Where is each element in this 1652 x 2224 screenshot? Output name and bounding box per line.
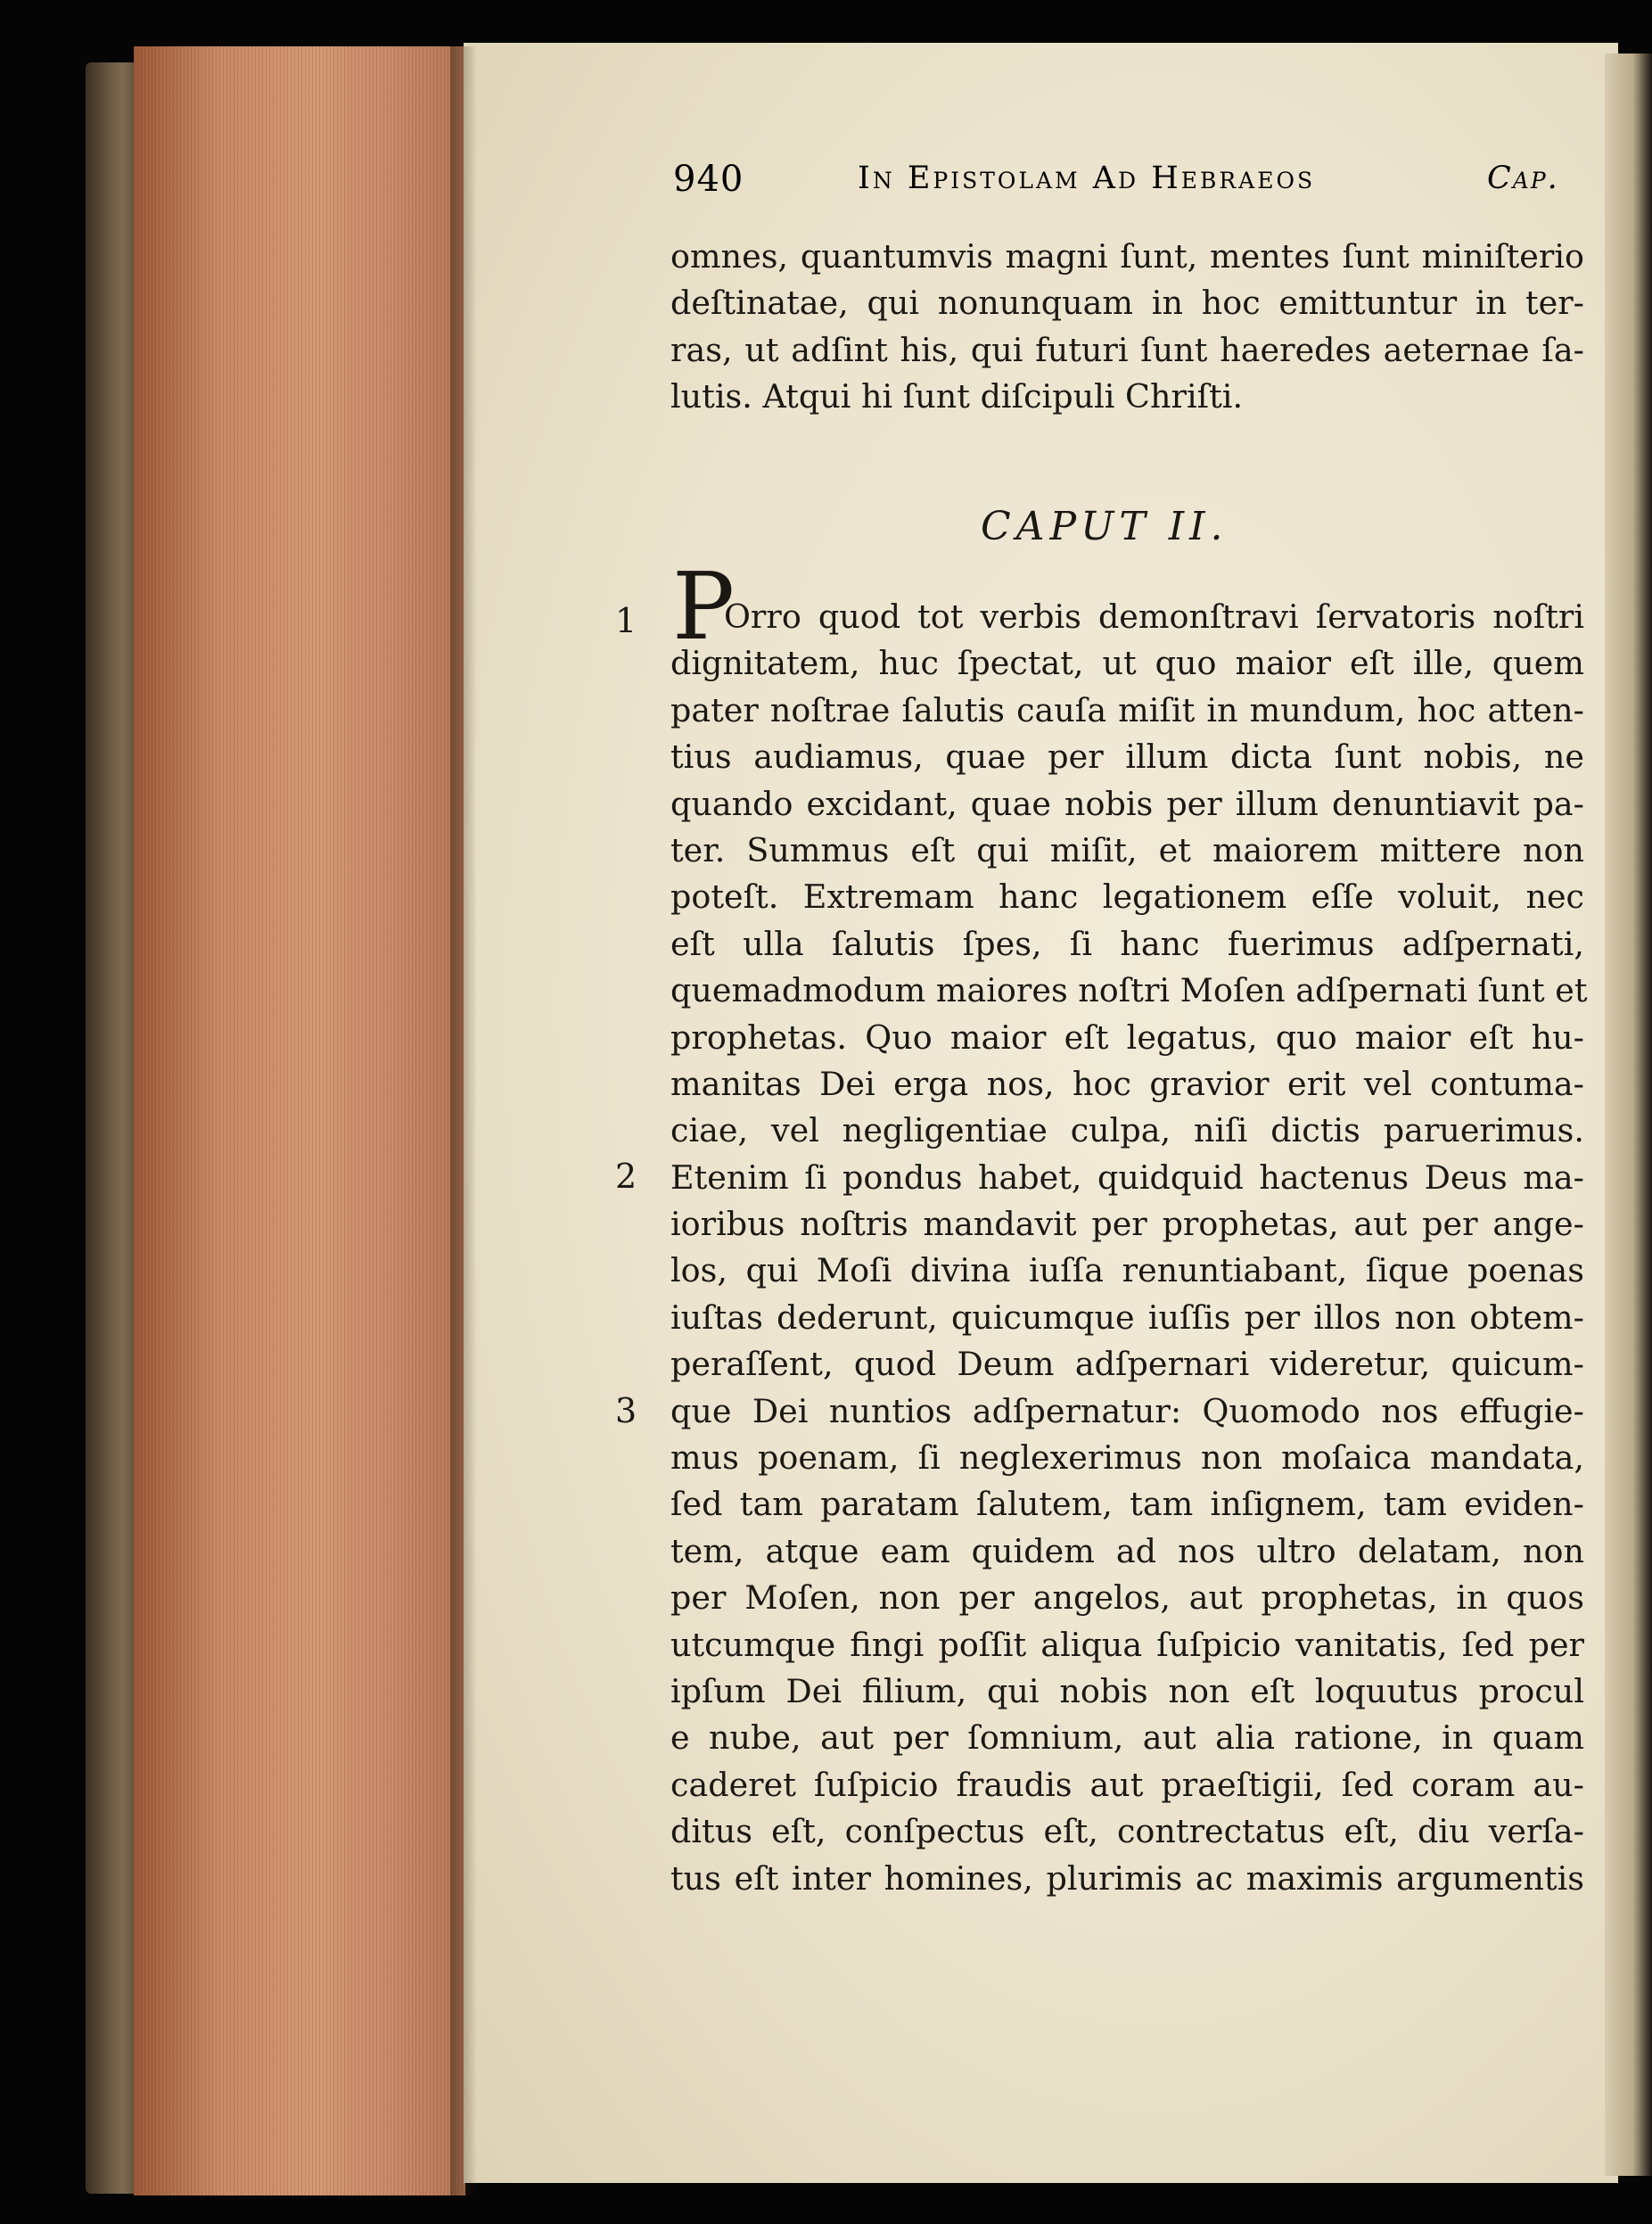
text-line: dignitatem, huc ſpectat, ut quo maior eſt ille, quem	[670, 644, 1584, 683]
text-line: poteſt. Extremam hanc legationem eſſe voluit, nec	[670, 877, 1584, 917]
text-line: ſed tam paratam ſalutem, tam inſignem, tam eviden-	[670, 1485, 1584, 1524]
text-line: iuſtas dederunt, quicumque iuſſis per illos non obtem-	[670, 1297, 1584, 1337]
drop-cap: P	[672, 552, 735, 661]
text-line: tem, atque eam quidem ad nos ultro delatam, non	[670, 1531, 1584, 1570]
text-line: ipſum Dei filium, qui nobis non eſt loquutus procul	[670, 1671, 1584, 1710]
text-line: quemadmodum maiores noſtri Moſen adſpernati ſunt et	[670, 971, 1588, 1010]
text-line: caderet ſuſpicio fraudis aut praeſtigii, ſed coram au-	[670, 1765, 1584, 1804]
text-line: los, qui Moſi divina iuſſa renuntiabant, ſique poenas	[670, 1251, 1584, 1290]
text-line: manitas Dei erga nos, hoc gravior erit vel contuma-	[670, 1064, 1584, 1103]
gutter-shadow	[450, 46, 477, 2195]
text-line: quando excidant, quae nobis per illum denuntiavit pa-	[670, 784, 1584, 823]
text-line: ter. Summus eſt qui miſit, et maiorem mittere non	[670, 830, 1584, 869]
text-line: Orro quod tot verbis demonſtravi ſervatoris noſtri	[724, 597, 1584, 636]
text-line: tus eſt inter homines, plurimis ac maximis argumentis	[670, 1858, 1584, 1898]
verse-number: 1	[615, 601, 637, 640]
text-line: tius audiamus, quae per illum dicta ſunt nobis, ne	[670, 737, 1584, 777]
text-line: Etenim ſi pondus habet, quidquid hactenus Deus ma-	[670, 1157, 1584, 1197]
page-number: 940	[673, 159, 744, 200]
text-line: per Moſen, non per angelos, aut prophetas, in quos	[670, 1578, 1584, 1618]
text-line: que Dei nuntios adſpernatur: Quomodo nos effugie-	[670, 1391, 1584, 1430]
running-title: In Epistolam Ad Hebraeos	[858, 161, 1316, 196]
text-line: lutis. Atqui hi ſunt diſcipuli Chriſti.	[670, 377, 1244, 416]
text-line: ditus eſt, conſpectus eſt, contrectatus eſt, diu verſa-	[670, 1812, 1584, 1851]
text-line: ioribus noſtris mandavit per prophetas, aut per ange-	[670, 1205, 1584, 1244]
running-chapter: Cap.	[1487, 161, 1559, 196]
text-line: peraſſent, quod Deum adſpernari videretur, quicum-	[670, 1345, 1584, 1384]
intro-paragraph	[670, 234, 1584, 421]
text-line: ras, ut adſint his, qui futuri ſunt haeredes aeternae ſa-	[670, 330, 1584, 369]
text-line: pater noſtrae ſalutis cauſa miſit in mundum, hoc atten-	[670, 690, 1584, 729]
verse-number: 3	[615, 1391, 637, 1430]
text-line: eſt ulla ſalutis ſpes, ſi hanc fuerimus adſpernati,	[670, 924, 1584, 963]
text-line: ciae, vel negligentiae culpa, niſi dictis paruerimus.	[670, 1111, 1584, 1150]
chapter-body	[670, 594, 1588, 1902]
page-edges	[134, 46, 465, 2195]
text-line: deſtinatae, qui nonunquam in hoc emittuntur in ter-	[670, 284, 1584, 323]
text-line: omnes, quantumvis magni ſunt, mentes ſunt miniſterio	[670, 237, 1584, 276]
text-line: mus poenam, ſi neglexerimus non moſaica mandata,	[670, 1438, 1584, 1478]
page-right-edge	[1605, 54, 1652, 2176]
verse-number: 2	[615, 1157, 637, 1196]
text-line: e nube, aut per ſomnium, aut alia ratione, in quam	[670, 1718, 1584, 1758]
text-line: utcumque fingi poſſit aliqua ſuſpicio vanitatis, ſed per	[670, 1625, 1584, 1664]
chapter-heading: CAPUT II.	[981, 504, 1229, 549]
text-line: prophetas. Quo maior eſt legatus, quo maior eſt hu-	[670, 1017, 1584, 1057]
